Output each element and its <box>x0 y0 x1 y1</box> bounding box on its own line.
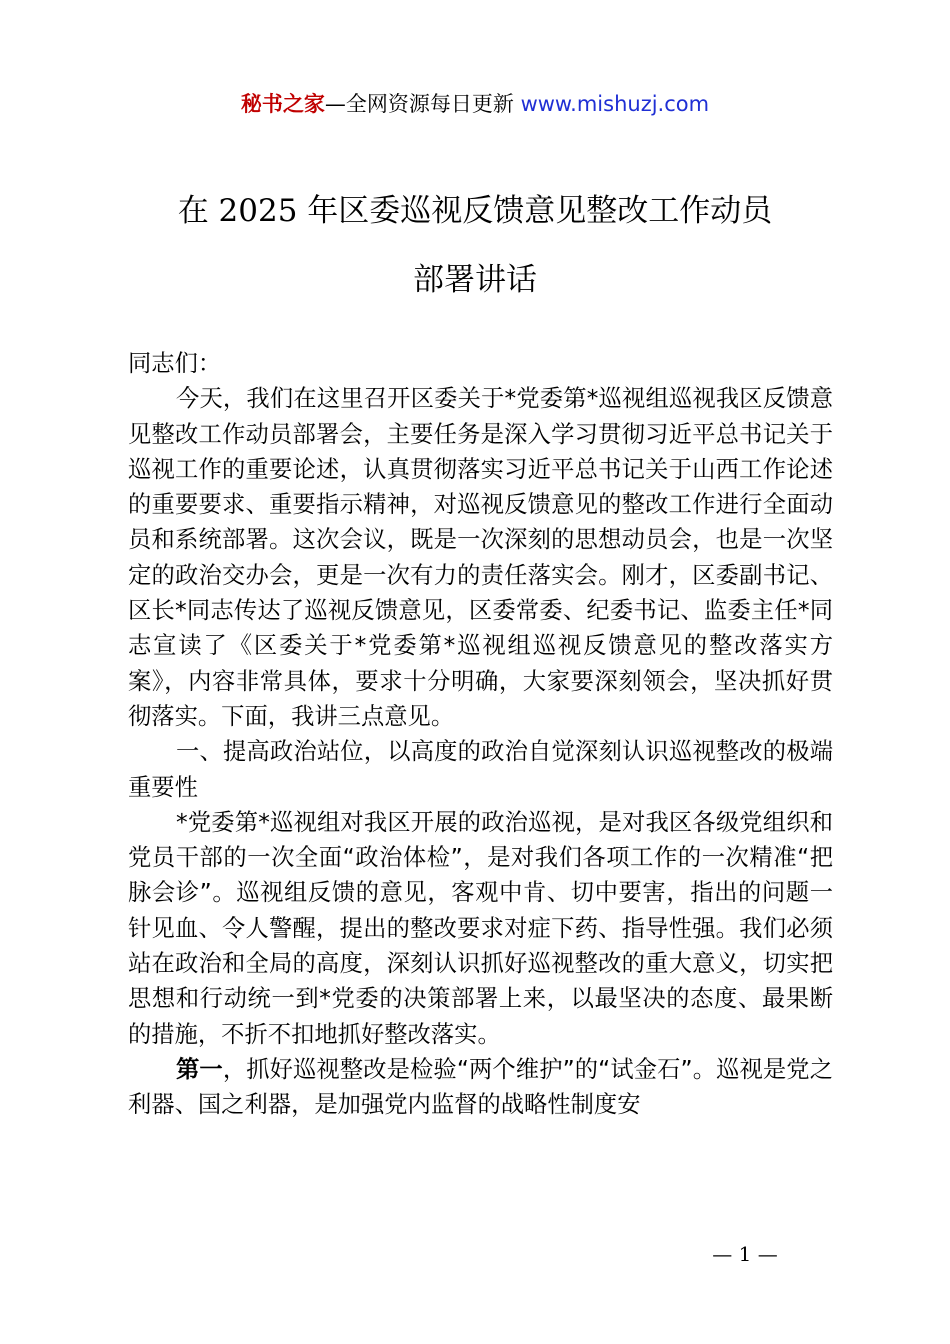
point-1-label: 第一 <box>176 1055 223 1083</box>
site-tagline: —全网资源每日更新 <box>324 92 521 116</box>
paragraph-point-1 <box>128 1052 833 1123</box>
page-number: — 1 — <box>712 1242 778 1266</box>
point-1-text: ，抓好巡视整改是检验“两个维护”的“试金石”。巡视是党之利器、国之利器，是加强党内监督的战略性制度安 <box>128 1055 834 1119</box>
paragraph-opening: 今天，我们在这里召开区委关于*党委第*巡视组巡视我区反馈意见整改工作动员部署会，主要任务是深入学习贯彻习近平总书记关于巡视工作的重要论述，认真贯彻落实习近平总书记关于山西工作论述的重要要求、重要指示精神，对巡视反馈意见的整改工作进行全面动员和系统部署。这次会议，既是一次深刻的思想动员会，也是一次坚定的政治交办会，更是一次有力的责任落实会。刚才，区委副书记、区长*同志传达了巡视反馈意见，区委常委、纪委书记、监委主任*同志宣读了《区委关于*党委第*巡视组巡视反馈意见的整改落实方案》，内容非常具体，要求十分明确，大家要深刻领会，坚决抓好贯彻落实。下面，我讲三点意见。 <box>128 385 833 730</box>
site-url-link[interactable]: www.mishuzj.com <box>520 92 710 116</box>
section-heading-1: 一、提高政治站位，以高度的政治自觉深刻认识巡视整改的极端重要性 <box>128 738 833 801</box>
site-brand: 秘书之家 <box>240 92 325 116</box>
document-title-line-1: 在 2025 年区委巡视反馈意见整改工作动员 <box>177 193 773 229</box>
salutation: 同志们： <box>128 350 222 377</box>
paragraph-section-1: *党委第*巡视组对我区开展的政治巡视，是对我区各级党组织和党员干部的一次全面“政治体检”，是对我们各项工作的一次精准“把脉会诊”。巡视组反馈的意见，客观中肯、切中要害，指出的问题一针见血、令人警醒，提出的整改要求对症下药、指导性强。我们必须站在政治和全局的高度，深刻认识抓好巡视整改的重大意义，切实把思想和行动统一到*党委的决策部署上来，以最坚决的态度、最果断的措施，不折不扣地抓好整改落实。 <box>128 808 833 1048</box>
document-title-line-2: 部署讲话 <box>413 262 537 298</box>
site-header <box>0 86 950 122</box>
document-body <box>128 346 833 1123</box>
